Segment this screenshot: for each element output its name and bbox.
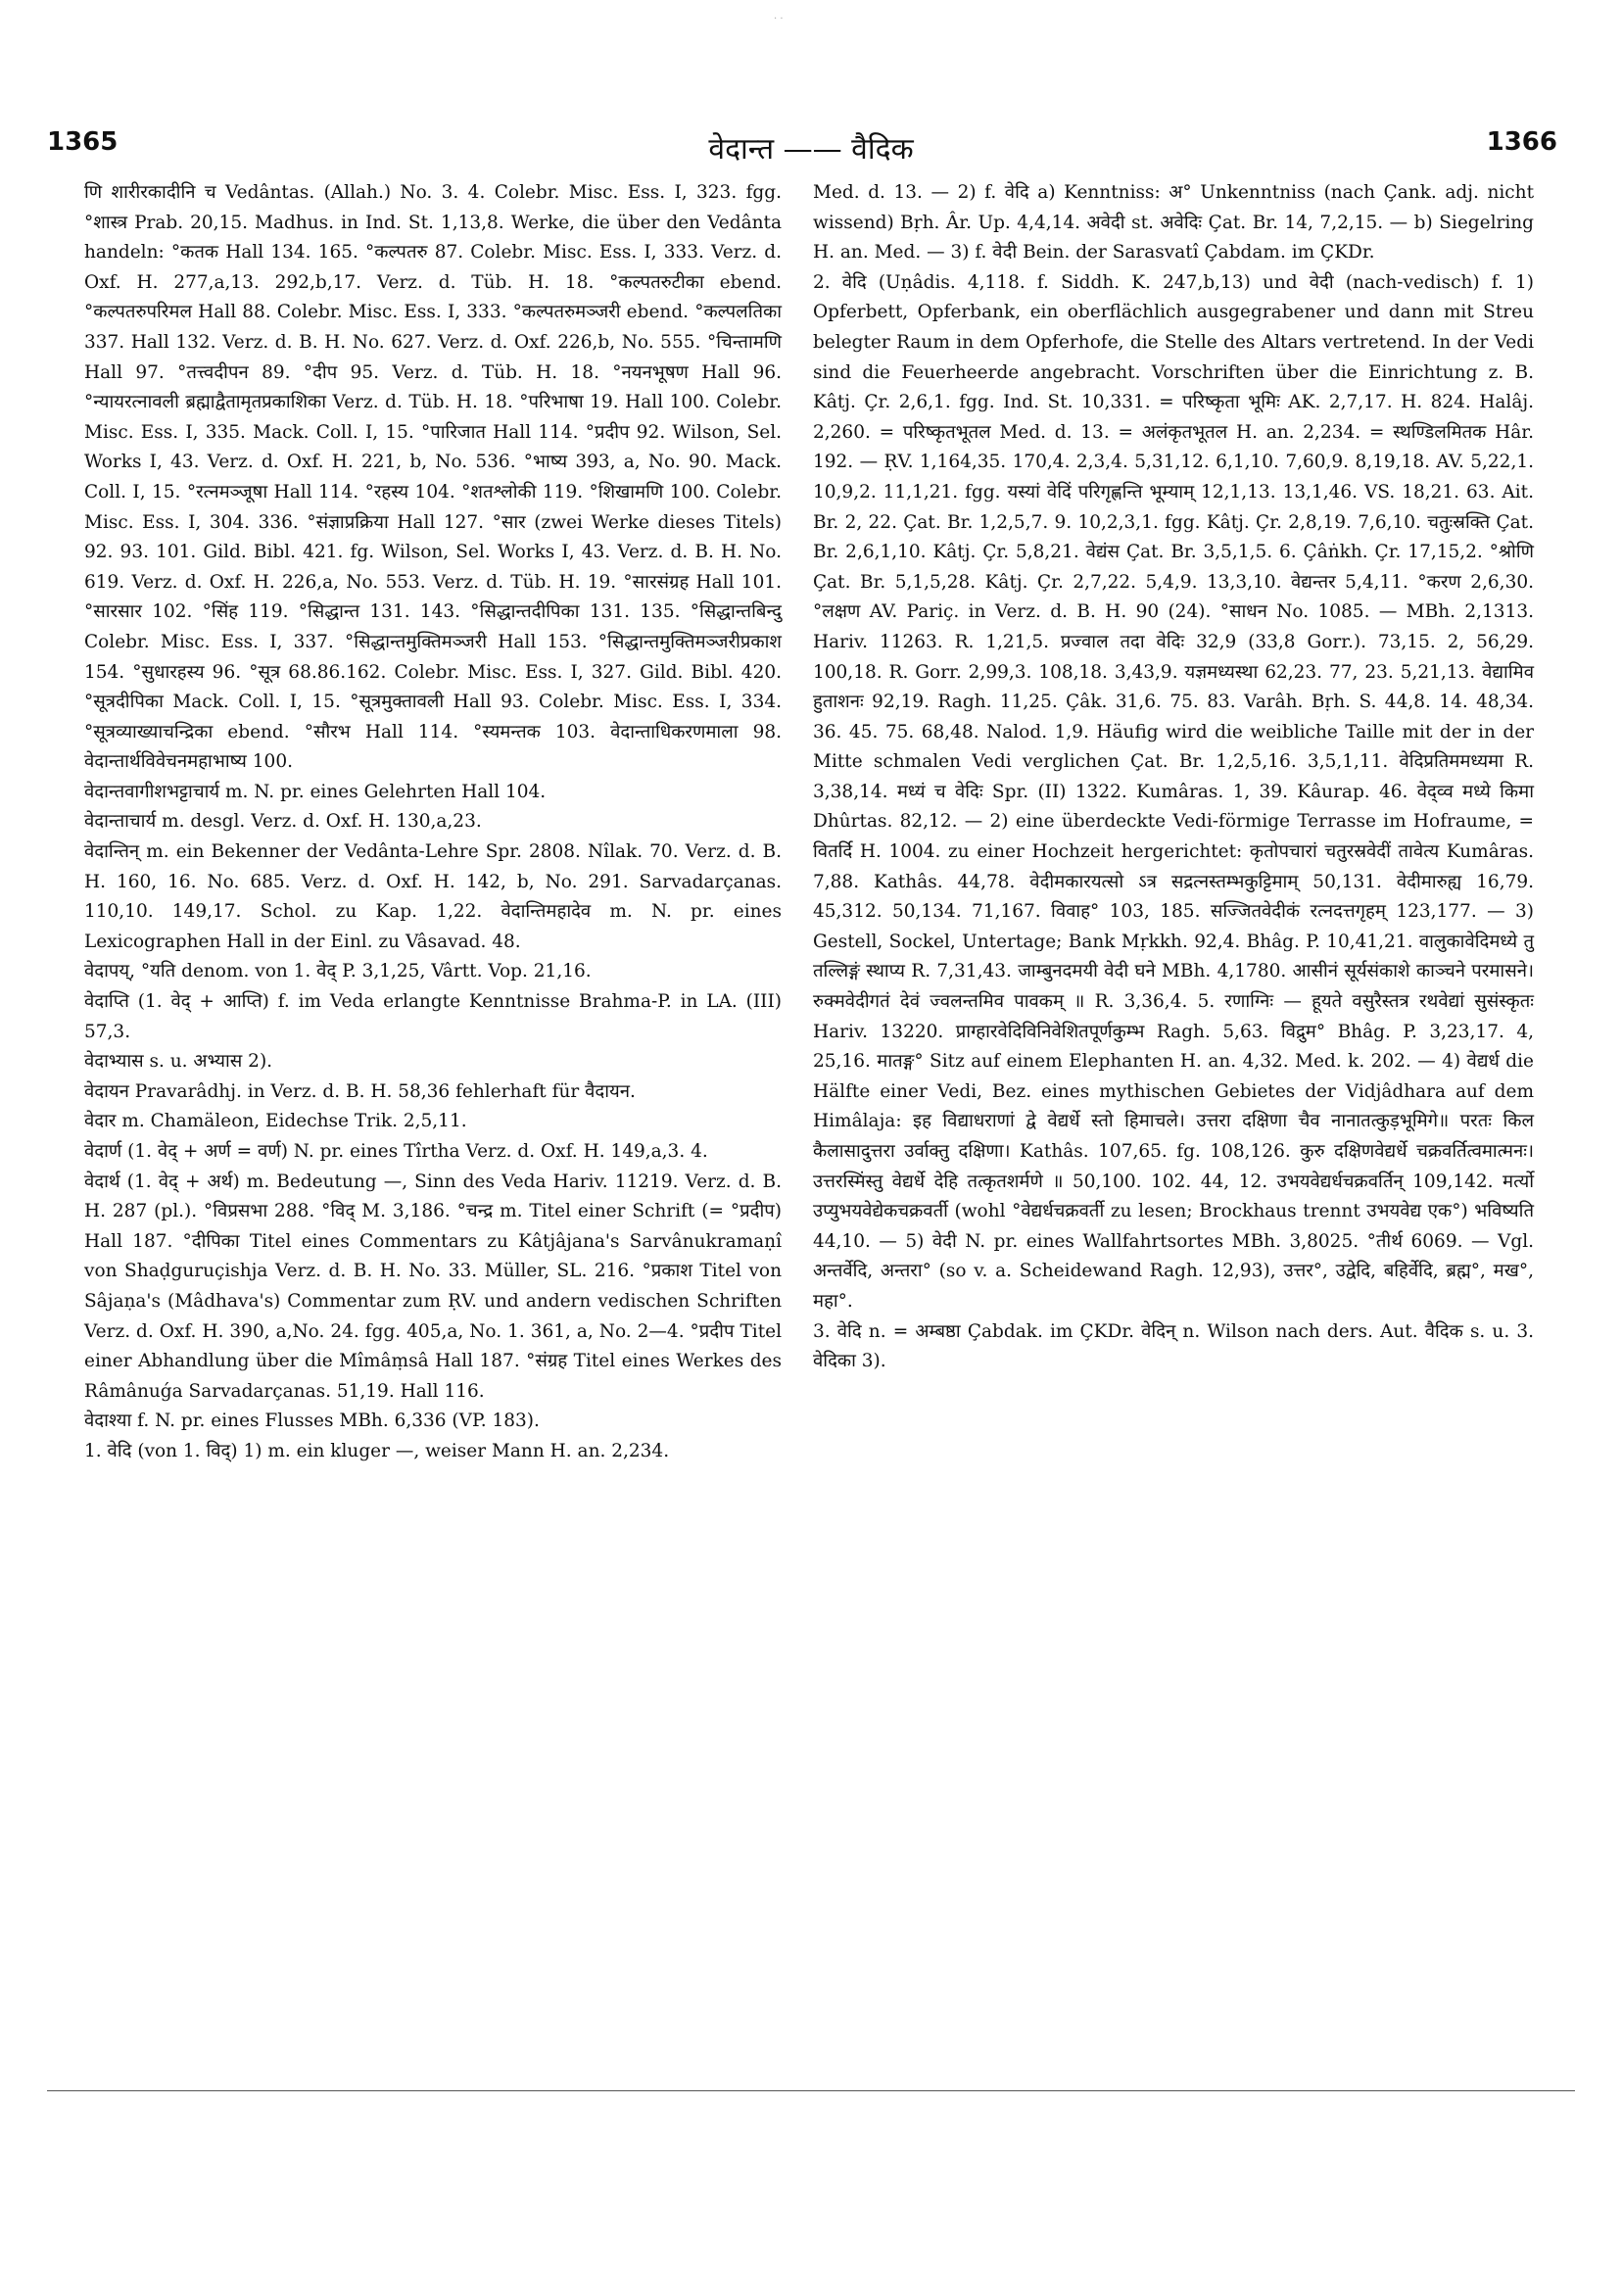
entry: Med. d. 13. — 2) f. वेदि a) Kenntniss: अ° Unkenntniss (nach Çank. adj. nicht wissend) Bṛh. Âr. Up. 4,4,14. अवेदी st. अवेदिः Çat. Br. 14, 7,2,15. — b) Siegelring H. an. Med. — 3) f. वेदी Bein. der Sarasvatî Çabdam. im ÇKDr. bbox=[813, 182, 1534, 263]
entry: 1. वेदि (von 1. विद्) 1) m. ein kluger —, weiser Mann H. an. 2,234. bbox=[84, 1440, 670, 1461]
running-title: वेदान्त —— वैदिक bbox=[708, 132, 914, 167]
entry: वेदार्थ (1. वेद् + अर्थ) m. Bedeutung —, Sinn des Veda Hariv. 11219. Verz. d. B. H. 287 (pl.). °विप्रसभा 288. °विद् M. 3,186. °चन्द्र m. Titel einer Schrift (= °प्रदीप) Hall 187. °दीपिका Titel eines Commentars zu Kâtjâjana's Sarvânukramaṇî von Shaḍguruçishja Verz. d. B. H. No. 33. Müller, SL. 216. °प्रकाश Titel von Sâjaṇa's (Mâdhava's) Commentar zum ṚV. und andern vedischen Schriften Verz. d. Oxf. H. 390, a,No. 24. fgg. 405,a, No. 1. 361, a, No. 2—4. °प्रदीप Titel einer Abhandlung über die Mîmâṃsâ Hall 187. °संग्रह Titel eines Werkes des Râmânuǵa Sarvadarçanas. 51,19. Hall 116. bbox=[84, 1171, 782, 1402]
entry: 2. वेदि (Uṇâdis. 4,118. f. Siddh. K. 247,b,13) und वेदी (nach-vedisch) f. 1) Opferbett, Opferbank, ein oberflächlich ausgegrabener und dann mit Streu belegter Raum in dem Opferhofe, die Stelle des Altars vertretend. In der Vedi sind die Feuerheerde angebracht. Vorschriften über die Einrichtung z. B. Kâtj. Çr. 2,6,1. fgg. Ind. St. 10,331. = परिष्कृता भूमिः AK. 2,7,17. H. 824. Halâj. 2,260. = परिष्कृतभूतल Med. d. 13. = अलंकृतभूतल H. an. 2,234. = स्थण्डिलमितक Hâr. 192. — ṚV. 1,164,35. 170,4. 2,3,4. 5,31,12. 6,1,10. 7,60,9. 8,19,18. AV. 5,22,1. 10,9,2. 11,1,21. fgg. यस्यां वेदिं परिगृह्णन्ति भूम्याम् 12,1,13. 13,1,46. VS. 18,21. 63. Ait. Br. 2, 22. Çat. Br. 1,2,5,7. 9. 10,2,3,1. fgg. Kâtj. Çr. 2,8,19. 7,6,10. चतुःस्रक्ति Çat. Br. 2,6,1,10. Kâtj. Çr. 5,8,21. वेद्यंस Çat. Br. 3,5,1,5. 6. Çâṅkh. Çr. 17,15,2. °श्रोणि Çat. Br. 5,1,5,28. Kâtj. Çr. 2,7,22. 5,4,9. 13,3,10. वेद्यन्तर 5,4,11. °करण 2,6,30. °लक्षण AV. Pariç. in Verz. d. B. H. 90 (24). °साधन No. 1085. — MBh. 2,1313. Hariv. 11263. R. 1,21,5. प्रज्वाल तदा वेदिः 32,9 (33,8 Gorr.). 73,15. 2, 56,29. 100,18. R. Gorr. 2,99,3. 108,18. 3,43,9. यज्ञमध्यस्था 62,23. 77, 23. 5,21,13. वेद्यामिव हुताशनः 92,19. Ragh. 11,25. Çâk. 31,6. 75. 83. Varâh. Bṛh. S. 44,8. 14. 48,34. 36. 45. 75. 68,48. Nalod. 1,9. Häufig wird die weibliche Taille mit der in der Mitte schmalen Vedi verglichen Çat. Br. 1,2,5,16. 3,5,1,11. वेदिप्रतिममध्यमा R. 3,38,14. मध्यं च वेदिः Spr. (II) 1322. Kumâras. 1, 39. Kâurap. 46. वेद्व्व मध्ये किमा Dhûrtas. 82,12. — 2) eine überdeckte Vedi-förmige Terrasse im Hofraume, = वितर्दि H. 1004. zu einer Hochzeit hergerichtet: कृतोपचारां चतुरस्रवेदीं तावेत्य Kumâras. 7,88. Kathâs. 44,78. वेदीमकारयत्सो ऽत्र सद्रत्नस्तम्भकुट्टिमाम् 50,131. वेदीमारुह्य 16,79. 45,312. 50,134. 71,167. विवाह° 103, 185. सज्जितवेदीकं रत्नदत्तगृहम् 123,177. — 3) Gestell, Sockel, Untertage; Bank Mṛkkh. 92,4. Bhâg. P. 10,41,21. वालुकावेदिमध्ये तु तल्लिङ्गं स्थाप्य R. 7,31,43. जाम्बुनदमयी वेदी घने MBh. 4,1780. आसीनं सूर्यसंकाशे काञ्चने परमासने। रुक्मवेदीगतं देवं ज्वलन्तमिव पावकम् ॥ R. 3,36,4. 5. रणाग्निः — हूयते वसुरैस्तत्र रथवेद्यां सुसंस्कृतः Hariv. 13220. प्राग्हारवेदिविनिवेशितपूर्णकुम्भ Ragh. 5,63. विद्रुम° Bhâg. P. 3,23,17. 4, 25,16. मातङ्ग° Sitz auf einem Elephanten H. an. 4,32. Med. k. 202. — 4) वेद्यर्ध die Hälfte einer Vedi, Bez. eines mythischen Gebietes der Vidjâdhara auf dem Himâlaja: इह विद्याधराणां द्वे वेद्यर्धे स्तो हिमाचले। उत्तरा दक्षिणा चैव नानातत्कुड़भूमिगे॥ परतः किल कैलासादुत्तरा उर्वाक्तु दक्षिणा। Kathâs. 107,65. fg. 108,126. कुरु दक्षिणवेद्यर्धे चक्रवर्तित्वमात्मनः। उत्तरस्मिंस्तु वेद्यर्धे देहि तत्कृतशर्मणे ॥ 50,100. 102. 44, 12. उभयवेद्यर्धचक्रवर्तिन् 109,142. मर्त्यो उप्युभयवेद्येकचक्रवर्ती (wohl °वेद्यर्धचक्रवर्ती zu lesen; Brockhaus trennt उभयवेद्य एक°) भविष्यति 44,10. — 5) वेदी N. pr. eines Wallfahrtsortes MBh. 3,8025. °तीर्थ 6069. — Vgl. अन्तर्वेदि, अन्तरा° (so v. a. Scheidewand Ragh. 12,93), उत्तर°, उद्वेदि, बहिर्वेदि, ब्रह्म°, मख°, महा°. bbox=[813, 271, 1534, 1312]
entry: णि शारीरकादीनि च Vedântas. (Allah.) No. 3. 4. Colebr. Misc. Ess. I, 323. fgg. °शास्त्र Prab. 20,15. Madhus. in Ind. St. 1,13,8. Werke, die über den Vedânta handeln: °कतक Hall 134. 165. °कल्पतरु 87. Colebr. Misc. Ess. I, 333. Verz. d. Oxf. H. 277,a,13. 292,b,17. Verz. d. Tüb. H. 18. °कल्पतरुटीका ebend. °कल्पतरुपरिमल Hall 88. Colebr. Misc. Ess. I, 333. °कल्पतरुमञ्जरी ebend. °कल्पलतिका 337. Hall 132. Verz. d. B. H. No. 627. Verz. d. Oxf. 226,b, No. 555. °चिन्तामणि Hall 97. °तत्त्वदीपन 89. °दीप 95. Verz. d. Tüb. H. 18. °नयनभूषण Hall 96. °न्यायरत्नावली ब्रह्माद्वैतामृतप्रकाशिका Verz. d. Tüb. H. 18. °परिभाषा 19. Hall 100. Colebr. Misc. Ess. I, 335. Mack. Coll. I, 15. °पारिजात Hall 114. °प्रदीप 92. Wilson, Sel. Works I, 43. Verz. d. Oxf. H. 221, b, No. 536. °भाष्य 393, a, No. 90. Mack. Coll. I, 15. °रत्नमञ्जूषा Hall 114. °रहस्य 104. °शतश्लोकी 119. °शिखामणि 100. Colebr. Misc. Ess. I, 304. 336. °संज्ञाप्रक्रिया Hall 127. °सार (zwei Werke dieses Titels) 92. 93. 101. Gild. Bibl. 421. fg. Wilson, Sel. Works I, 43. Verz. d. B. H. No. 619. Verz. d. Oxf. H. 226,a, No. 553. Verz. d. Tüb. H. 19. °सारसंग्रह Hall 101. °सारसार 102. °सिंह 119. °सिद्धान्त 131. 143. °सिद्धान्तदीपिका 131. 135. °सिद्धान्तबिन्दु Colebr. Misc. Ess. I, 337. °सिद्धान्तमुक्तिमञ्जरी Hall 153. °सिद्धान्तमुक्तिमञ्जरीप्रकाश 154. °सुधारहस्य 96. °सूत्र 68.86.162. Colebr. Misc. Ess. I, 327. Gild. Bibl. 420. °सूत्रदीपिका Mack. Coll. I, 15. °सूत्रमुक्तावली Hall 93. Colebr. Misc. Ess. I, 334. °सूत्रव्याख्याचन्द्रिका ebend. °सौरभ Hall 114. °स्यमन्तक 103. वेदान्ताधिकरणमाला 98. वेदान्तार्थविवेचनमहाभाष्य 100. bbox=[84, 182, 782, 773]
page-number-left: 1365 bbox=[47, 127, 119, 157]
page-number-right: 1366 bbox=[1486, 127, 1557, 157]
entry: वेदार्ण (1. वेद् + अर्ण = वर्ण) N. pr. eines Tîrtha Verz. d. Oxf. H. 149,a,3. 4. bbox=[84, 1141, 708, 1162]
entry: वेदापय्, °यति denom. von 1. वेद् P. 3,1,25, Vârtt. Vop. 21,16. bbox=[84, 961, 592, 982]
entry: वेदान्ताचार्य m. desgl. Verz. d. Oxf. H. 130,a,23. bbox=[84, 811, 482, 833]
right-column bbox=[813, 178, 1534, 1377]
entry: वेदायन Pravarâdhj. in Verz. d. B. H. 58,36 fehlerhaft für वैदायन. bbox=[84, 1080, 636, 1102]
entry: वेदाभ्यास s. u. अभ्यास 2). bbox=[84, 1051, 273, 1073]
scan-speck: · · bbox=[774, 14, 784, 24]
entry: वेदान्तवागीशभट्टाचार्य m. N. pr. eines Gelehrten Hall 104. bbox=[84, 781, 547, 802]
footer-rule bbox=[47, 2090, 1575, 2091]
entry: वेदान्तिन् m. ein Bekenner der Vedânta-Lehre Spr. 2808. Nîlak. 70. Verz. d. B. H. 160, 16. No. 685. Verz. d. Oxf. H. 142, b, No. 291. Sarvadarçanas. 110,10. 149,17. Schol. zu Kap. 1,22. वेदान्तिमहादेव m. N. pr. eines Lexicographen Hall in der Einl. zu Vâsavad. 48. bbox=[84, 841, 782, 952]
page-header bbox=[0, 127, 1622, 167]
entry: वेदार m. Chamäleon, Eidechse Trik. 2,5,11. bbox=[84, 1111, 467, 1132]
entry: 3. वेदि n. = अम्बष्ठा Çabdak. im ÇKDr. वेदिन् n. Wilson nach ders. Aut. वैदिक s. u. 3. वेदिका 3). bbox=[813, 1320, 1534, 1372]
entry: वेदाप्ति (1. वेद् + आप्ति) f. im Veda erlangte Kenntnisse Brahma-P. in LA. (III) 57,3. bbox=[84, 991, 782, 1042]
entry: वेदाश्या f. N. pr. eines Flusses MBh. 6,336 (VP. 183). bbox=[84, 1411, 540, 1432]
left-column bbox=[84, 178, 782, 1467]
